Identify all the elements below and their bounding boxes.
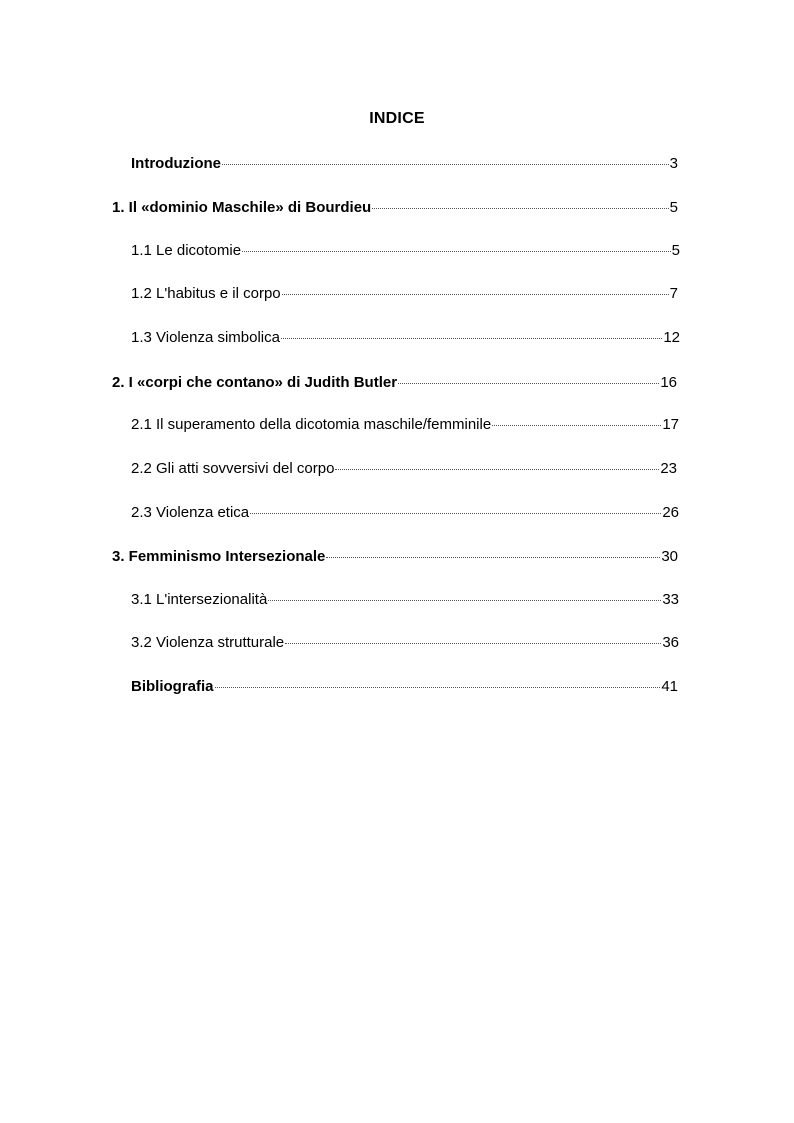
toc-entry-label: Introduzione <box>131 155 221 172</box>
dot-leader <box>282 280 669 295</box>
dot-leader <box>335 455 659 470</box>
dot-leader <box>242 237 671 252</box>
toc-entry-1-2[interactable] <box>131 283 678 304</box>
dot-leader <box>222 150 669 165</box>
toc-entry-chapter-3[interactable] <box>112 546 678 567</box>
dot-leader <box>326 543 660 558</box>
toc-entry-label: 1.3 Violenza simbolica <box>131 329 280 346</box>
toc-entry-label: 2.3 Violenza etica <box>131 504 250 521</box>
toc-entry-chapter-2[interactable] <box>112 372 677 393</box>
toc-entry-page: 7 <box>669 285 678 302</box>
toc-entry-label: 2.1 Il superamento della dicotomia maschile/femminile <box>131 416 492 433</box>
dot-leader <box>268 586 661 601</box>
dot-leader <box>215 673 661 688</box>
toc-entry-page: 36 <box>662 634 679 651</box>
toc-entry-label: 1.2 L'habitus e il corpo <box>131 285 281 302</box>
toc-entry-page: 16 <box>660 374 677 391</box>
toc-entry-1-3[interactable] <box>131 327 680 348</box>
toc-entry-label: 3.2 Violenza strutturale <box>131 634 285 651</box>
dot-leader <box>281 324 662 339</box>
dot-leader <box>492 411 661 426</box>
toc-entry-3-1[interactable] <box>131 589 679 610</box>
toc-entry-label: 3.1 L'intersezionalità <box>131 591 268 608</box>
toc-entry-label: 1.1 Le dicotomie <box>131 242 242 259</box>
toc-entry-introduzione[interactable] <box>131 153 678 174</box>
toc-entry-page: 41 <box>661 678 678 695</box>
toc-entry-3-2[interactable] <box>131 632 679 653</box>
toc-entry-page: 33 <box>662 591 679 608</box>
toc-entry-page: 26 <box>662 504 679 521</box>
toc-entry-label: 2. I «corpi che contano» di Judith Butler <box>112 374 398 391</box>
dot-leader <box>250 499 661 514</box>
toc-entry-label: 2.2 Gli atti sovversivi del corpo <box>131 460 335 477</box>
toc-entry-bibliografia[interactable] <box>131 676 678 697</box>
toc-entry-chapter-1[interactable] <box>112 197 678 218</box>
toc-entry-2-1[interactable] <box>131 414 679 435</box>
toc-entry-label: Bibliografia <box>131 678 214 695</box>
toc-entry-page: 3 <box>669 155 678 172</box>
toc-entry-page: 30 <box>661 548 678 565</box>
toc-entry-page: 5 <box>669 199 678 216</box>
toc-entry-page: 17 <box>662 416 679 433</box>
dot-leader <box>398 369 659 384</box>
toc-entry-label: 3. Femminismo Intersezionale <box>112 548 326 565</box>
dot-leader <box>372 194 668 209</box>
toc-entry-2-2[interactable] <box>131 458 677 479</box>
dot-leader <box>285 629 661 644</box>
toc-entry-label: 1. Il «dominio Maschile» di Bourdieu <box>112 199 372 216</box>
toc-entry-2-3[interactable] <box>131 502 679 523</box>
page-title: INDICE <box>369 110 425 127</box>
toc-entry-page: 12 <box>663 329 680 346</box>
toc-entry-page: 23 <box>660 460 677 477</box>
toc-entry-1-1[interactable] <box>131 240 680 261</box>
toc-entry-page: 5 <box>671 242 680 259</box>
